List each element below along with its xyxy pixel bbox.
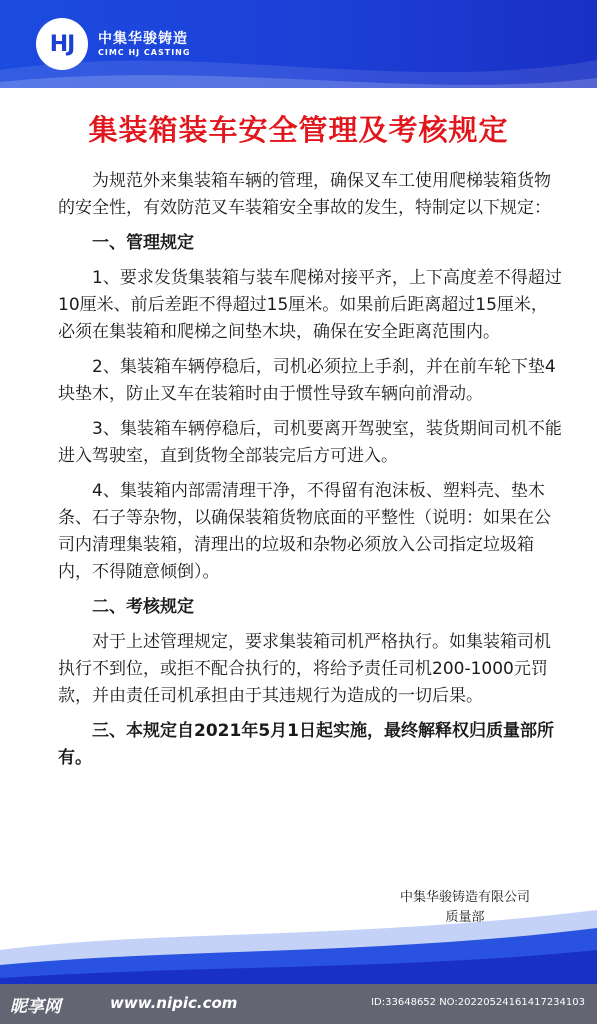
section-heading-assessment: 二、考核规定 <box>92 597 194 617</box>
company-logo <box>36 18 88 70</box>
watermark-url: www.nipic.com <box>110 994 238 1012</box>
header-banner <box>0 0 597 88</box>
logo-text: HJ <box>49 31 75 57</box>
watermark-id: ID:33648652 NO:20220524161417234103 <box>371 997 585 1008</box>
brand-name-en: CIMC HJ CASTING <box>98 48 191 57</box>
signature-company: 中集华骏铸造有限公司 <box>399 890 530 905</box>
signature-department: 质量部 <box>445 910 485 925</box>
watermark-logo: 昵享网 <box>10 997 61 1017</box>
document-body <box>58 168 562 772</box>
rule-1: 1、要求发货集装箱与装车爬梯对接平齐，上下高度差不得超过10厘米、前后差距不得超过15厘米。如果前后距离超过15厘米，必须在集装箱和爬梯之间垫木块，确保在安全距离范围内。 <box>58 268 562 342</box>
effective-date-clause: 三、本规定自2021年5月1日起实施，最终解释权归质量部所有。 <box>58 721 554 768</box>
brand-name-cn: 中集华骏铸造 <box>98 31 188 47</box>
assessment-paragraph: 对于上述管理规定，要求集装箱司机严格执行。如集装箱司机执行不到位，或拒不配合执行的，将给予责任司机200-1000元罚款，并由责任司机承担由于其违规行为造成的一切后果。 <box>58 632 551 706</box>
document-title: 集装箱装车安全管理及考核规定 <box>88 113 509 147</box>
rule-2: 2、集装箱车辆停稳后，司机必须拉上手刹，并在前车轮下垫4块垫木，防止叉车在装箱时由于惯性导致车辆向前滑动。 <box>58 357 556 404</box>
intro-paragraph: 为规范外来集装箱车辆的管理，确保叉车工使用爬梯装箱货物的安全性，有效防范叉车装箱安全事故的发生，特制定以下规定： <box>58 171 551 218</box>
rule-4: 4、集装箱内部需清理干净，不得留有泡沫板、塑料壳、垫木条、石子等杂物，以确保装箱货物底面的平整性（说明：如果在公司内清理集装箱，清理出的垃圾和杂物必须放入公司指定垃圾箱内，不得随意倾倒）。 <box>58 481 551 582</box>
header-swoosh-decoration <box>0 0 597 88</box>
rule-3: 3、集装箱车辆停稳后，司机要离开驾驶室，装货期间司机不能进入驾驶室，直到货物全部装完后方可进入。 <box>58 419 562 466</box>
section-heading-management: 一、管理规定 <box>92 233 194 253</box>
